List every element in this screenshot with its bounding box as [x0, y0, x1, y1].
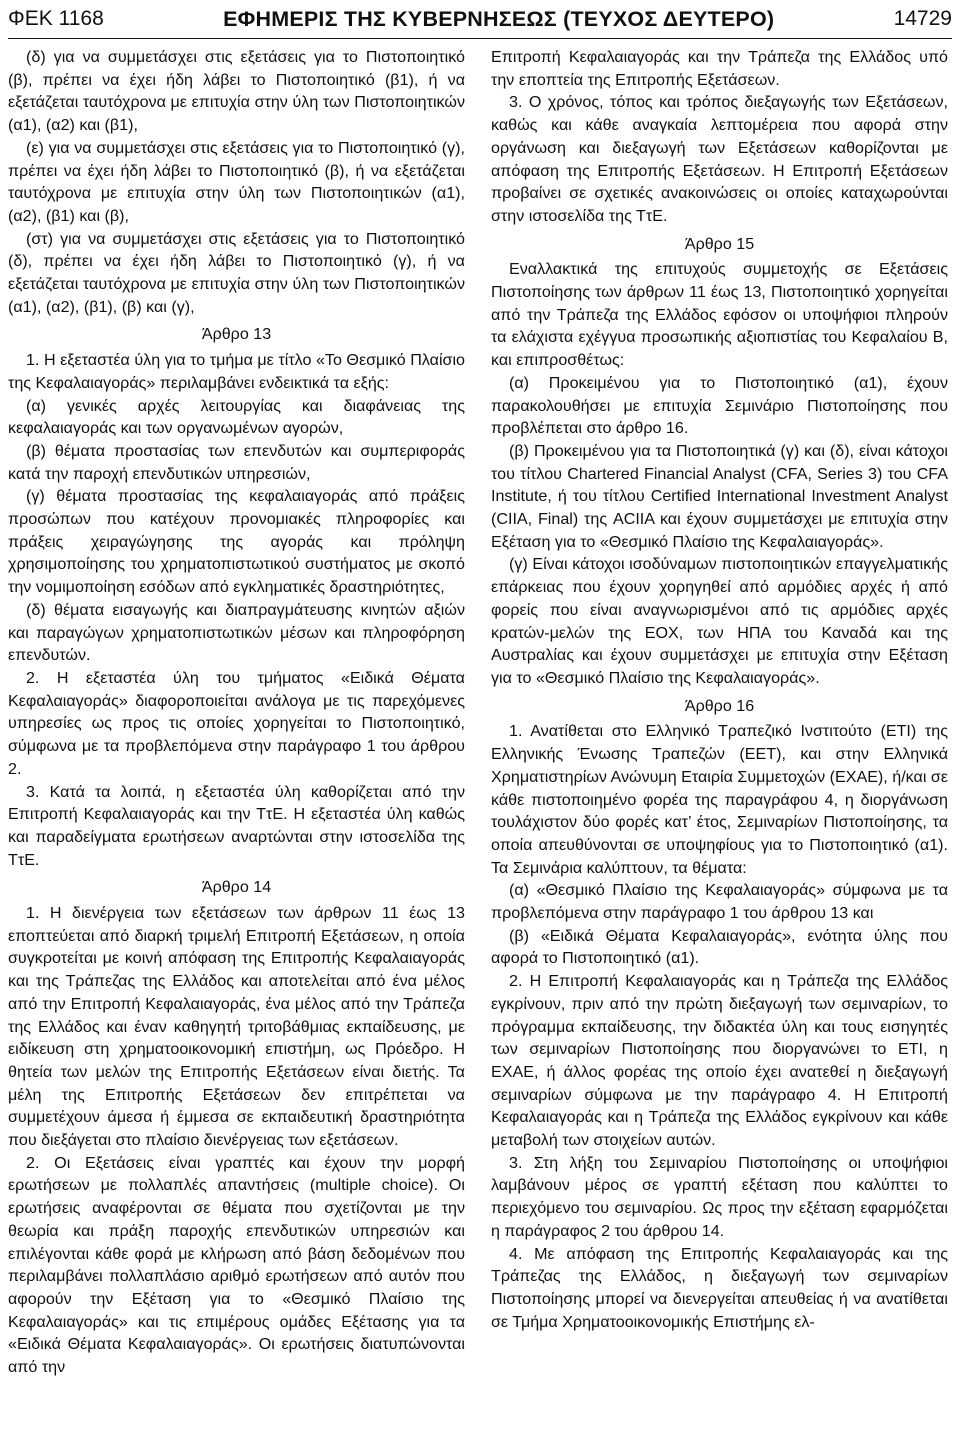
paragraph: 1. Η διενέργεια των εξετάσεων των άρθρων 11 έως 13 εποπτεύεται από διαρκή τριμελή Επιτροπή Εξετάσεων, η οποία συγκροτείται με κοινή απόφαση της Επιτροπής Κεφαλαιαγοράς και της Τράπεζας της Ελλάδος και αποτελείται από ένα μέλος από την Επιτροπή Κεφαλαιαγοράς, ένα μέλος από την Τράπεζα της Ελλάδος και έναν καθηγητή τριτοβάθμιας εκπαίδευσης, με ειδίκευση στη χρηματοοικονομική επιστήμη, ως Πρόεδρο. Η θητεία των μελών της Επιτροπής Εξετάσεων είναι διετής. Τα μέλη της Επιτροπής Εξετάσεων δεν επιτρέπεται να συμμετέχουν άμεσα ή έμμεσα σε εκπαιδευτική δραστηριότητα που διεξάγεται στο πλαίσιο διενέργειας των εξετάσεων.: [8, 904, 465, 1150]
right-column: [491, 46, 948, 1333]
paragraph: (β) «Ειδικά Θέματα Κεφαλαιαγοράς», ενότητα ύλης που αφορά το Πιστοποιητικό (α1).: [491, 926, 948, 968]
paragraph: (β) Προκειμένου για τα Πιστοποιητικά (γ) και (δ), είναι κάτοχοι του τίτλου Chartered Financial Analyst (CFA, Series 3) του CFA Institute, ή του τίτλου Certified International Investment Analyst (CIIA, Final) της ACIIA και έχουν συμμετάσχει με επιτυχία στην Εξέταση για το «Θεσμικό Πλαίσιο της Κεφαλαιαγοράς».: [491, 441, 948, 551]
paragraph: Επιτροπή Κεφαλαιαγοράς και την Τράπεζα της Ελλάδος υπό την εποπτεία της Επιτροπής Εξετάσεων.: [491, 48, 948, 89]
article-heading: Άρθρο 14: [201, 878, 272, 897]
paragraph: 2. Η Επιτροπή Κεφαλαιαγοράς και η Τράπεζα της Ελλάδος εγκρίνουν, πριν από την πρώτη διεξαγωγή των σεμιναρίων, το πρόγραμμα εκπαίδευσης, την διδακτέα ύλη και τους εισηγητές των σεμιναρίων Πιστοποίησης που διοργανώνει το ΕΤΙ, η ΕΧΑΕ, ή άλλος φορέας της οποίο έχει ανατεθεί η διεξαγωγή σεμιναρίων σύμφωνα με την παράγραφο 4. Η Επιτροπή Κεφαλαιαγοράς και η Τράπεζα της Ελλάδος εγκρίνουν και κάθε μεταβολή των στοιχείων αυτών.: [491, 972, 948, 1150]
paragraph: (α) «Θεσμικό Πλαίσιο της Κεφαλαιαγοράς» σύμφωνα με τα προβλεπόμενα στην παράγραφο 1 του άρθρου 13 και: [491, 881, 948, 923]
paragraph: (α) γενικές αρχές λειτουργίας και διαφάνειας της κεφαλαιαγοράς και των οργανωμένων αγορών,: [8, 396, 465, 438]
paragraph: 2. Η εξεταστέα ύλη του τμήματος «Ειδικά Θέματα Κεφαλαιαγοράς» διαφοροποιείται ανάλογα με τις παρεχόμενες υπηρεσίες ως προς τις οποίες χορηγείται το Πιστοποιητικό, σύμφωνα με τα προβλεπόμενα στην παράγραφο 1 του άρθρου 2.: [8, 668, 465, 778]
paragraph: (ε) για να συμμετάσχει στις εξετάσεις για το Πιστοποιητικό (γ), πρέπει να έχει ήδη λάβει το Πιστοποιητικό (β), ή να εξετάζεται ταυτόχρονα με επιτυχία στην ύλη των Πιστοποιητικών (α1), (α2), (β1) και (β),: [8, 138, 465, 225]
article-heading: Άρθρο 15: [684, 234, 755, 253]
paragraph: (στ) για να συμμετάσχει στις εξετάσεις για το Πιστοποιητικό (δ), πρέπει να έχει ήδη λάβει το Πιστοποιητικό (γ), ή να εξετάζεται ταυτόχρονα με επιτυχία στην ύλη των Πιστοποιητικών (α1), (α2), (β1), (β) και (γ),: [8, 229, 465, 316]
page-number: 14729: [893, 7, 952, 30]
paragraph: 2. Οι Εξετάσεις είναι γραπτές και έχουν την μορφή ερωτήσεων με πολλαπλές απαντήσεις (multiple choice). Οι ερωτήσεις αναφέρονται σε θέματα που σχετίζονται με την θεωρία και πράξη παροχής επενδυτικών υπηρεσιών και επιλέγονται κάθε φορά με κλήρωση από βάση δεδομένων που περιλαμβάνει πολλαπλάσιο αριθμό ερωτήσεων από αυτόν που αφορούν την Εξέταση για το «Θεσμικό Πλαίσιο της Κεφαλαιαγοράς» και τις επιμέρους ομάδες Εξέτασης για τα «Ειδικά Θέματα Κεφαλαιαγοράς». Οι ερωτήσεις διατυπώνονται από την: [8, 1153, 465, 1377]
paragraph: 3. Στη λήξη του Σεμιναρίου Πιστοποίησης οι υποψήφιοι λαμβάνουν μέρος σε γραπτή εξέταση που καλύπτει το περιεχόμενο του σεμιναρίου. Ως προς την εξέταση εφαρμόζεται η παράγραφος 2 του άρθρου 14.: [491, 1153, 948, 1240]
article-heading: Άρθρο 13: [201, 325, 272, 344]
paragraph: (α) Προκειμένου για το Πιστοποιητικό (α1), έχουν παρακολουθήσει με επιτυχία Σεμινάριο Πιστοποίησης που προβλέπεται στο άρθρο 16.: [491, 373, 948, 438]
paragraph: 1. Η εξεταστέα ύλη για το τμήμα με τίτλο «Το Θεσμικό Πλαίσιο της Κεφαλαιαγοράς» περιλαμβάνει ενδεικτικά τα εξής:: [8, 351, 465, 392]
paragraph: (γ) Είναι κάτοχοι ισοδύναμων πιστοποιητικών επαγγελματικής επάρκειας που έχουν χορηγηθεί από αρμόδιες αρχές ή από φορείς που είναι αναγνωρισμένοι από τις αρμόδιες αρχές κρατών-μελών της ΕΟΧ, των ΗΠΑ του Καναδά και της Αυστραλίας και έχουν συμμετάσχει με επιτυχία στην Εξέταση για το «Θεσμικό Πλαίσιο της Κεφαλαιαγοράς».: [491, 555, 948, 687]
gazette-title: ΕΦΗΜΕΡΙΣ ΤΗΣ ΚΥΒΕΡΝΗΣΕΩΣ (ΤΕΥΧΟΣ ΔΕΥΤΕΡΟ): [223, 6, 775, 31]
paragraph: 3. Κατά τα λοιπά, η εξεταστέα ύλη καθορίζεται από την Επιτροπή Κεφαλαιαγοράς και την ΤτΕ. Η εξεταστέα ύλη καθώς και παραδείγματα ερωτήσεων αναρτώνται στην ιστοσελίδα της ΤτΕ.: [8, 782, 465, 869]
page-header: [8, 0, 952, 39]
paragraph: 4. Με απόφαση της Επιτροπής Κεφαλαιαγοράς και της Τράπεζας της Ελλάδος, η διεξαγωγή των σεμιναρίων Πιστοποίησης μπορεί να διενεργείται απευθείας ή να ανατίθεται σε Τμήμα Χρηματοοικονομικής Επιστήμης ελ-: [491, 1244, 948, 1331]
paragraph: (δ) για να συμμετάσχει στις εξετάσεις για το Πιστοποιητικό (β), πρέπει να έχει ήδη λάβει το Πιστοποιητικό (β1), ή να εξετάζεται ταυτόχρονα με επιτυχία στην ύλη των Πιστοποιητικών (α1), (α2) και (β1),: [8, 48, 465, 135]
left-column: [8, 46, 465, 1379]
paragraph: (δ) θέματα εισαγωγής και διαπραγμάτευσης κινητών αξιών και παραγώγων χρηματοπιστωτικών μέσων και πληροφόρηση επενδυτών.: [8, 600, 465, 665]
paragraph: 3. Ο χρόνος, τόπος και τρόπος διεξαγωγής των Εξετάσεων, καθώς και κάθε αναγκαία λεπτομέρεια που αφορά στην οργάνωση και διεξαγωγή των Εξετάσεων καθορίζονται με απόφαση της Επιτροπής Εξετάσεων. Η Επιτροπή Εξετάσεων προβαίνει σε σχετικές ανακοινώσεις οι οποίες καταχωρούνται στην ιστοσελίδα της ΤτΕ.: [491, 93, 948, 225]
paragraph: (β) θέματα προστασίας των επενδυτών και συμπεριφοράς κατά την παροχή επενδυτικών υπηρεσιών,: [8, 441, 465, 483]
article-heading: Άρθρο 16: [684, 696, 755, 715]
paragraph: 1. Ανατίθεται στο Ελληνικό Τραπεζικό Ινστιτούτο (ΕΤΙ) της Ελληνικής Ένωσης Τραπεζών (ΕΕΤ), και στην Ελληνικά Χρηματιστηρίων Ανώνυμη Εταιρία Συμμετοχών (ΕΧΑΕ), ή/και σε κάθε πιστοποιημένο φορέα της παραγράφου 4, η διοργάνωση τουλάχιστον δύο φορές κατ’ έτος, Σεμιναρίων Πιστοποίησης, τα οποία απευθύνονται σε υποψηφίους για το Πιστοποιητικό (α1). Τα Σεμινάρια καλύπτουν, τα θέματα:: [491, 722, 948, 877]
paragraph: Εναλλακτικά της επιτυχούς συμμετοχής σε Εξετάσεις Πιστοποίησης των άρθρων 11 έως 13, Πιστοποιητικό χορηγείται από την Τράπεζα της Ελλάδος εφόσον οι υποψήφιοι πληρούν τα ελάχιστα εχέγγυα προσωπικής αξιοπιστίας του Κεφαλαίου Β, και επιπροσθέτως:: [491, 260, 948, 370]
paragraph: (γ) θέματα προστασίας της κεφαλαιαγοράς από πράξεις προσώπων που κατέχουν προνομιακές πληροφορίες και πράξεις χειραγώγησης της αγοράς και πρόληψη χρησιμοποίησης του χρηματοπιστωτικού συστήματος με σκοπό την νομιμοποίηση εσόδων από εγκληματικές δραστηριότητες,: [8, 487, 465, 597]
issue-number: ΦΕΚ 1168: [8, 7, 104, 30]
